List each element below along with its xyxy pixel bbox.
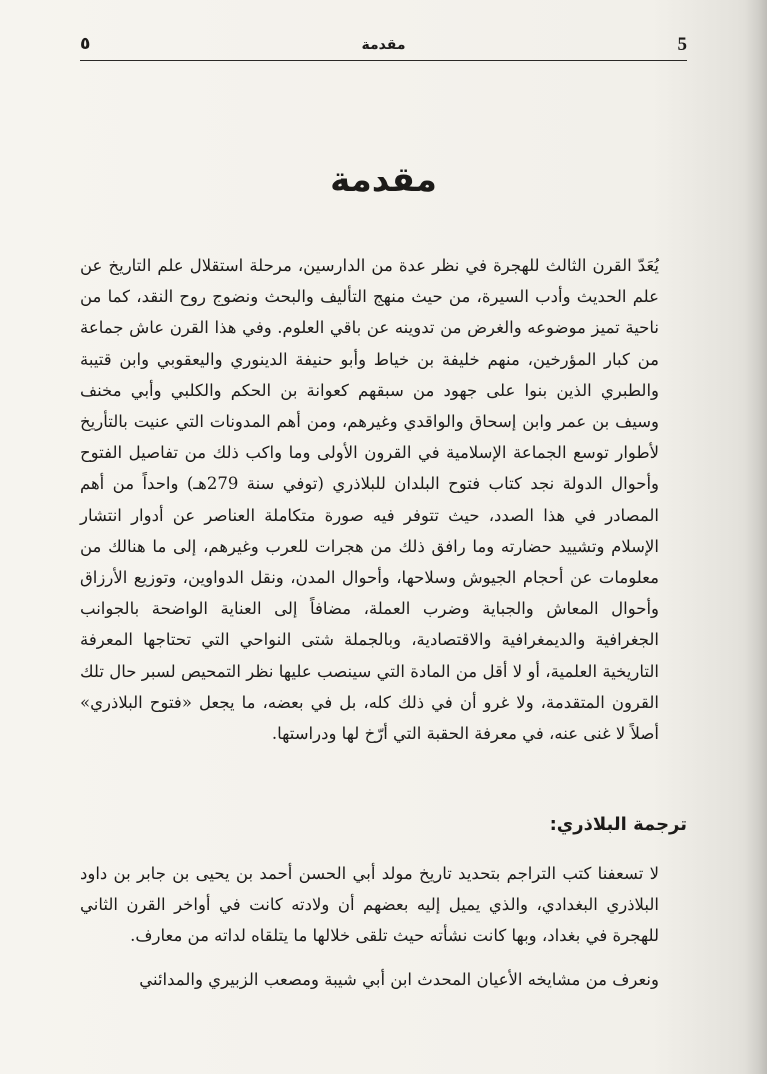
intro-paragraph: يُعَدّ القرن الثالث للهجرة في نظر عدة من الدارسين، مرحلة استقلال علم التاريخ عن علم الحديث وأدب السيرة، من حيث منهج التأليف والبحث ونضوج روح النقد، كما من ناحية تميز موضوعه والغرض من تدوينه عن باقي العلوم. وفي هذا القرن عاش جماعة من كبار المؤرخين، منهم خليفة بن خياط وأبو حنيفة الدينوري واليعقوبي وابن قتيبة والطبري الذين بنوا على جهود من سبقهم كعوانة بن الحكم والكلبي وأبي مخنف وسيف بن عمر وابن إسحاق والواقدي وغيرهم، ومن أهم المدونات التي عنيت بالتأريخ لأطوار توسع الجماعة الإسلامية في القرون الأولى وما واكب ذلك من تفاصيل الفتوح وأحوال الدولة نجد كتاب فتوح البلدان للبلاذري (توفي سنة 279هـ) واحداً من أهم المصادر في هذا الصدد، حيث تتوفر فيه صورة متكاملة العناصر عن أدوار انتشار الإسلام وتشييد حضارته وما رافق ذلك من هجرات للعرب وغيرهم، إلى ما هنالك من معلومات عن أحجام الجيوش وسلاحها، وأحوال المدن، ونقل الدواوين، وتوزيع الأرزاق وأحوال المعاش والجباية وضرب العملة، مضافاً إلى العناية الواضحة بالجوانب الجغرافية والديمغرافية والاقتصادية، وبالجملة شتى النواحي التي تحتاجها المعرفة التاريخية العلمية، أو لا أقل من المادة التي سينصب عليها نظر التمحيص لسبر حال تلك القرون المتقدمة، ولا غرو أن في ذلك كله، بل في بعضه، ما يجعل «فتوح البلاذري» أصلاً لا غنى عنه، في معرفة الحقبة التي أرّخ لها ودراستها. — [80, 256, 659, 744]
title-wrap — [80, 160, 687, 200]
section-heading: ترجمة البلاذري: — [549, 814, 687, 835]
running-head: مقدمة — [361, 37, 406, 53]
page-number-latin: 5 — [677, 34, 687, 55]
intro-body — [80, 250, 687, 749]
biography-body — [80, 858, 687, 995]
chapter-title: مقدمة — [330, 160, 437, 200]
page-number-arabic: ٥ — [80, 34, 91, 54]
biography-paragraph-1: لا تسعفنا كتب التراجم بتحديد تاريخ مولد أبي الحسن أحمد بن يحيى بن جابر بن داود البلاذري البغدادي، والذي يميل إليه بعضهم أن ولادته كانت في أواخر القرن الثاني للهجرة في بغداد، وبها كانت نشأته حيث تلقى خلالها ما يتلقاه لداته من معارف. — [80, 864, 659, 946]
page-gutter-shadow — [745, 0, 767, 1074]
biography-paragraph-2: ونعرف من مشايخه الأعيان المحدث ابن أبي شيبة ومصعب الزبيري والمدائني — [139, 969, 659, 989]
page-header — [80, 32, 687, 61]
